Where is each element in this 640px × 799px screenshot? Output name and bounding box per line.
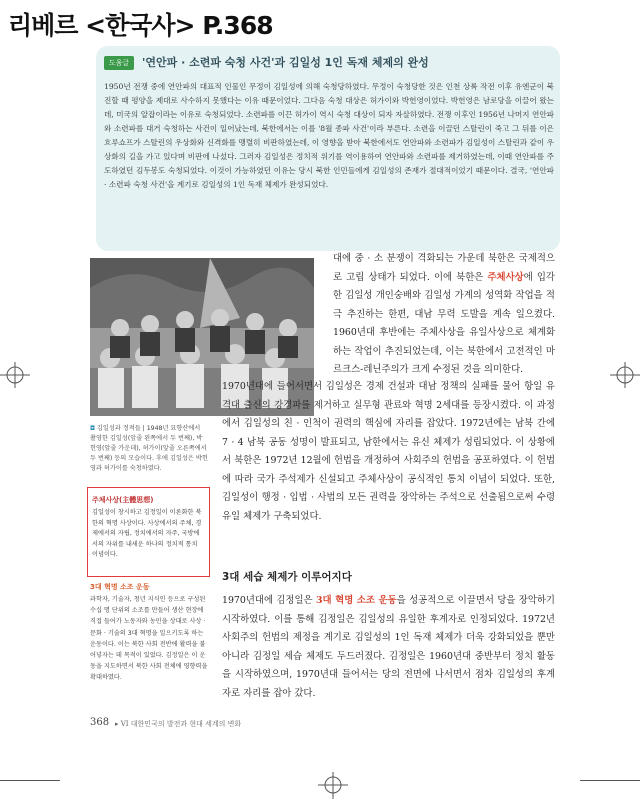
registration-mark-right-icon	[610, 360, 640, 390]
registration-mark-bottom-icon	[318, 770, 348, 799]
juche-highlight: 주체사상	[487, 271, 524, 283]
p3-text-a: 1970년대에 김정일은	[222, 595, 316, 606]
juche-term-body: 김일성이 창시하고 김정일이 이론화한 북한의 혁명 사상이다. 사상에서의 주체, 경제에서의 자립, 정치에서의 자주, 국방에서의 자위를 내세운 하나의 정치적 통치 이념이다.	[92, 509, 202, 558]
registration-mark-left-icon	[0, 360, 30, 390]
p3-text-b: 을 성공적으로 이끌면서 당을 장악하기 시작하였다. 이를 통해 김정일은 김일성의 유일한 후계자로 인정되었다. 1972년 사회주의 헌법의 제정을 계기로 김일성의 1인 독재 체제가 더욱 강화되었을 뿐만 아니라 김정일 세습 체제도 두드러졌다. 김정일은 1960년대 중반부터 정치 활동을 시작하였으며, 1970년대 들어서는 당의 전면에 나서면서 점차 김일성의 후계자로 자리를 잡아 갔다.	[222, 595, 555, 699]
main-paragraph-2: 1970년대에 들어서면서 김일성은 경제 건설과 대남 정책의 실패를 물어 항일 유격대 출신의 강경파를 제거하고 실무형 관료와 혁명 2세대를 등장시켰다. 이 과정에서 김일성의 친 · 인척이 권력의 핵심에 자리를 잡았다. 1972년에는 남북 간에 7 · 4 남북 공동 성명이 발표되고, 남한에서는 유신 체제가 성립되었다. 이 상황에서 북한은 1972년 12월에 헌법을 개정하여 사회주의 헌법을 공포하였다. 이 헌법에 따라 국가 주석제가 신설되고 주체사상이 공식적인 통치 이념이 되었다. 또한, 김일성이 행정 · 입법 · 사법의 모든 권력을 장악하는 주석으로 선출됨으로써 수령 유일 체제가 구축되었다.	[222, 381, 555, 522]
page-number: 368	[90, 717, 110, 728]
juche-term-title: 주체사상(主體思想)	[92, 496, 154, 504]
page-label: 리베르 <한국사> P.368	[8, 11, 273, 40]
photo-caption	[90, 424, 208, 474]
p1-text-a: 대에 중 · 소 분쟁이 격화되는 가운데 북한은 국제적으로 고립 상태가 되었다. 이에 북한은	[333, 253, 555, 283]
p1-text-b: 에 입각한 김일성 개인숭배와 김일성 가계의 성역화 작업을 적극 추진하는 한편, 대남 무력 도발을 계속 일으켰다. 1960년대 후반에는 주체사상을 유일사상으로 체계화하는 작업이 추진되었는데, 이는 북한에서 고전적인 마르크스-레닌주의가 크게 수정된 것을 의미한다.	[333, 271, 555, 375]
movement-term-body: 과학자, 기술자, 청년 지식인 등으로 구성된 수십 명 단위의 소조를 만들어 생산 현장에 직접 들어가 노동자와 농민을 상대로 사상 · 문화 · 기술의 3대 혁명을 일으키도록 하는 운동이다. 이는 북한 사회 전반에 활력을 불어넣자는 데 목적이 있었다. 김정일은 이 운동을 지도하면서 북한 사회 전체에 영향력을 확대하였다.	[90, 596, 208, 682]
caption-text: 김일성과 정적들 | 1948년 묘향산에서 촬영한 김일성(앞줄 왼쪽에서 두 번째), 박헌영(앞줄 가운데), 허가이(앞줄 오른쪽에서 두 번째) 등의 모습이다. 후에 김일성은 박헌영과 허가이를 숙청하였다.	[90, 425, 208, 472]
crop-line-left	[0, 780, 60, 781]
help-box-title: '연안파 · 소련파 숙청 사건'과 김일성 1인 독재 체제의 완성	[142, 56, 429, 69]
help-box-body: 1950년 전쟁 중에 연안파의 대표적 인물인 무정이 김일성에 의해 숙청당하였다. 무정이 숙청당한 것은 인천 상륙 작전 이후 유엔군이 북진할 때 평양을 제대로 사수하지 못했다는 이유 때문이었다. 그다음 숙청 대상은 허가이와 박헌영이었다. 박헌영은 남로당을 이끌어 왔는데, 미국의 알잡이라는 이유로 숙청되었다. 소련파를 이끈 허가이 역시 숙청 대상이 되자 자살하였다. 전쟁 이후인 1956년 나머지 연안파와 소련파를 대거 숙청하는 사건이 일어났는데, 북한에서는 이를 '8월 종파 사건'이라 부른다. 소련을 이끌던 스탈린이 죽고 그 뒤를 이은 흐루쇼프가 스탈린의 우상화와 신격화를 맹렬히 비판하였는데, 이 영향을 받아 북한에서도 연안파와 소련파가 김일성이 스탈린과 같이 우상화의 길을 가고 있다며 비판에 나섰다. 그러자 김일성은 정치적 위기를 역이용하여 연안파와 소련파를 제거하였는데, 이때 연안파를 주도하였던 김두봉도 숙청되었다. 이것이 가능하였던 이유는 당시 북한 인민들에게 김일성의 존재가 절대적이었기 때문이다. 결국, '연안파 · 소련파 숙청 사건'을 계기로 김일성의 1인 독재 체제가 완성되었다.	[104, 82, 554, 189]
movement-highlight: 3대 혁명 소조 운동	[315, 595, 397, 606]
help-box-tag: 도움글	[104, 56, 134, 70]
crop-line-right	[580, 780, 640, 781]
running-title: ▸ VI 대한민국의 발전과 현대 세계의 변화	[115, 720, 242, 728]
main-paragraph-3	[222, 592, 555, 703]
section-heading: 3대 세습 체제가 이루어지다	[222, 571, 352, 583]
main-paragraph-1	[333, 250, 555, 380]
caption-marker-icon: ◘	[90, 425, 95, 432]
movement-term-title: 3대 혁명 소조 운동	[90, 583, 150, 591]
